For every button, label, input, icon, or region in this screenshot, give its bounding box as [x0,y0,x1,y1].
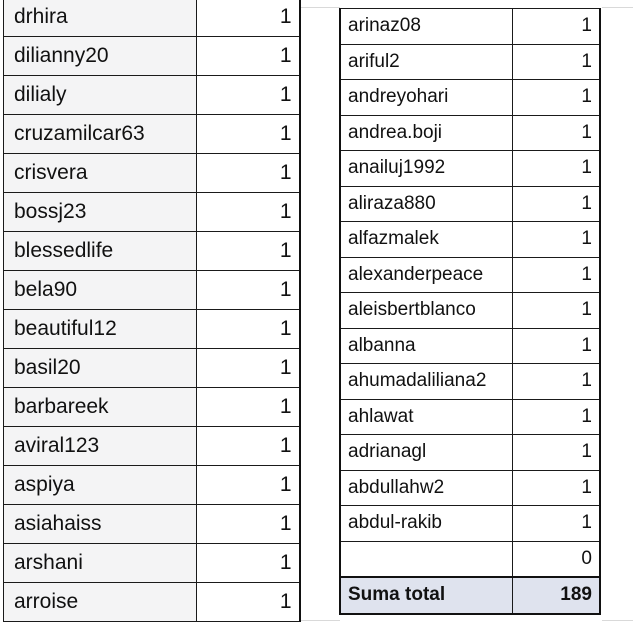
gridline [300,7,340,8]
gridline [602,620,633,621]
table-row [340,435,600,471]
table-row [4,505,300,544]
username-cell[interactable]: bela90 [4,271,197,310]
username-cell[interactable]: aliraza880 [340,186,512,222]
username-cell[interactable]: cruzamilcar63 [4,115,197,154]
count-cell[interactable]: 1 [512,222,600,258]
count-cell[interactable]: 1 [197,0,300,37]
count-cell[interactable]: 1 [512,257,600,293]
username-cell[interactable]: abdul-rakib [340,506,512,542]
table-row [340,470,600,506]
count-cell[interactable]: 1 [512,186,600,222]
table-row [340,186,600,222]
grand-total-label[interactable]: Suma total [340,577,512,614]
username-cell[interactable]: ahumadaliliana2 [340,364,512,400]
count-cell[interactable]: 1 [512,44,600,80]
grand-total-row [340,577,600,614]
username-cell[interactable]: arroise [4,583,197,622]
count-cell[interactable]: 1 [512,328,600,364]
count-cell[interactable]: 1 [197,37,300,76]
table-row [4,0,300,37]
username-cell[interactable]: ariful2 [340,44,512,80]
table-row [340,399,600,435]
table-row [4,544,300,583]
username-cell[interactable]: albanna [340,328,512,364]
username-cell[interactable]: andrea.boji [340,115,512,151]
username-cell[interactable]: aviral123 [4,427,197,466]
table-row [340,328,600,364]
table-row [340,222,600,258]
count-cell[interactable]: 1 [197,193,300,232]
count-cell[interactable]: 1 [197,154,300,193]
table-row [4,154,300,193]
table-row [4,76,300,115]
table-row [4,388,300,427]
username-cell[interactable]: ahlawat [340,399,512,435]
table-row [4,271,300,310]
count-cell[interactable]: 1 [512,470,600,506]
count-cell[interactable]: 1 [512,151,600,187]
count-cell[interactable]: 1 [197,544,300,583]
username-cell[interactable]: basil20 [4,349,197,388]
count-cell[interactable]: 1 [512,115,600,151]
username-cell[interactable]: aleisbertblanco [340,293,512,329]
right-table-body [340,9,600,578]
table-row [340,115,600,151]
username-cell[interactable]: alexanderpeace [340,257,512,293]
left-pivot-table [3,0,301,622]
table-row [340,9,600,45]
count-cell[interactable]: 1 [512,364,600,400]
username-cell[interactable]: asiahaiss [4,505,197,544]
username-cell[interactable]: adrianagl [340,435,512,471]
username-cell[interactable]: beautiful12 [4,310,197,349]
table-row [4,232,300,271]
count-cell[interactable]: 1 [197,583,300,622]
count-cell[interactable]: 1 [197,232,300,271]
count-cell[interactable]: 1 [512,9,600,45]
username-cell[interactable]: anailuj1992 [340,151,512,187]
table-row [340,506,600,542]
username-cell[interactable]: arshani [4,544,197,583]
username-cell[interactable]: abdullahw2 [340,470,512,506]
table-row [4,115,300,154]
table-row [4,37,300,76]
left-table-body [4,0,300,622]
count-cell[interactable]: 1 [197,466,300,505]
grand-total-value[interactable]: 189 [512,577,600,614]
right-pivot-table [339,8,601,615]
count-cell[interactable]: 1 [197,76,300,115]
count-cell[interactable]: 1 [512,399,600,435]
table-row [4,583,300,622]
count-cell[interactable]: 1 [197,115,300,154]
count-cell[interactable]: 0 [512,541,600,577]
username-cell[interactable]: alfazmalek [340,222,512,258]
table-row [340,364,600,400]
username-cell[interactable] [340,541,512,577]
table-row [340,151,600,187]
count-cell[interactable]: 1 [512,80,600,116]
table-row [340,44,600,80]
gridline [602,7,633,8]
count-cell[interactable]: 1 [512,435,600,471]
username-cell[interactable]: andreyohari [340,80,512,116]
count-cell[interactable]: 1 [197,427,300,466]
username-cell[interactable]: drhira [4,0,197,37]
username-cell[interactable]: bossj23 [4,193,197,232]
count-cell[interactable]: 1 [197,271,300,310]
table-row [340,541,600,577]
count-cell[interactable]: 1 [512,506,600,542]
table-row [340,293,600,329]
count-cell[interactable]: 1 [197,388,300,427]
count-cell[interactable]: 1 [197,505,300,544]
username-cell[interactable]: dilianny20 [4,37,197,76]
count-cell[interactable]: 1 [197,349,300,388]
username-cell[interactable]: crisvera [4,154,197,193]
count-cell[interactable]: 1 [512,293,600,329]
username-cell[interactable]: barbareek [4,388,197,427]
gridline [300,620,340,621]
username-cell[interactable]: aspiya [4,466,197,505]
table-row [4,466,300,505]
table-row [4,427,300,466]
table-row [4,310,300,349]
count-cell[interactable]: 1 [197,310,300,349]
table-row [340,257,600,293]
table-row [4,193,300,232]
username-cell[interactable]: arinaz08 [340,9,512,45]
table-row [4,349,300,388]
username-cell[interactable]: dilialy [4,76,197,115]
username-cell[interactable]: blessedlife [4,232,197,271]
table-row [340,80,600,116]
